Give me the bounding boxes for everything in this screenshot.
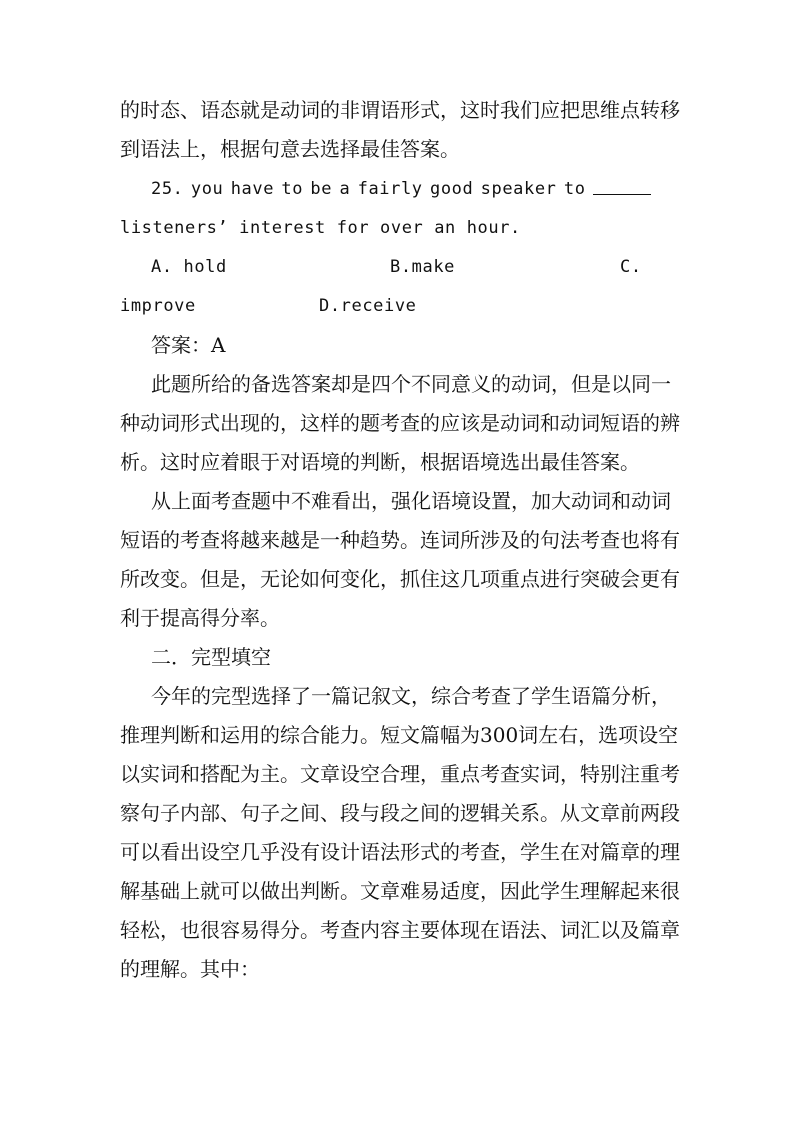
question-word: to bbox=[563, 179, 586, 199]
paragraph-line: 以实词和搭配为主。文章设空合理，重点考查实词，特别注重考 bbox=[120, 762, 680, 786]
paragraph-line: 的理解。其中： bbox=[120, 957, 260, 981]
question-word: have bbox=[230, 179, 275, 199]
question-word: a bbox=[339, 179, 351, 199]
paragraph-line: 所改变。但是，无论如何变化，抓住这几项重点进行突破会更有 bbox=[120, 567, 680, 591]
option-c-text: improve bbox=[120, 296, 196, 316]
question-word: be bbox=[310, 179, 333, 199]
paragraph-line: 的时态、语态就是动词的非谓语形式，这时我们应把思维点转移 bbox=[120, 98, 680, 122]
question-line-2: listeners’ interest for over an hour. bbox=[120, 218, 521, 238]
answer-blank bbox=[593, 176, 651, 195]
paragraph-line: 短语的考查将越来越是一种趋势。连词所涉及的句法考查也将有 bbox=[120, 528, 680, 552]
question-word: speaker bbox=[480, 179, 557, 199]
paragraph-line: 轻松，也很容易得分。考查内容主要体现在语法、词汇以及篇章 bbox=[120, 918, 680, 942]
paragraph-line: 推理判断和运用的综合能力。短文篇幅为300词左右，选项设空 bbox=[120, 723, 679, 747]
option-b: B.make bbox=[390, 257, 456, 277]
question-line-1 bbox=[151, 176, 651, 202]
paragraph-line: 种动词形式出现的，这样的题考查的应该是动词和动词短语的辨 bbox=[120, 411, 680, 435]
paragraph-line: 解基础上就可以做出判断。文章难易适度，因此学生理解起来很 bbox=[120, 879, 680, 903]
paragraph-line: 到语法上，根据句意去选择最佳答案。 bbox=[120, 137, 460, 161]
paragraph-line: 从上面考查题中不难看出，强化语境设置，加大动词和动词 bbox=[151, 489, 671, 513]
paragraph-line: 今年的完型选择了一篇记叙文，综合考查了学生语篇分析， bbox=[151, 684, 671, 708]
question-word: good bbox=[429, 179, 474, 199]
option-d: D.receive bbox=[319, 296, 417, 316]
question-word: fairly bbox=[357, 179, 423, 199]
paragraph-line: 此题所给的备选答案却是四个不同意义的动词，但是以同一 bbox=[151, 372, 671, 396]
question-number: 25. bbox=[151, 179, 184, 199]
question-word: to bbox=[281, 179, 304, 199]
paragraph-line: 利于提高得分率。 bbox=[120, 606, 280, 630]
paragraph-line: 察句子内部、句子之间、段与段之间的逻辑关系。从文章前两段 bbox=[120, 801, 680, 825]
paragraph-line: 析。这时应着眼于对语境的判断，根据语境选出最佳答案。 bbox=[120, 450, 640, 474]
paragraph-line: 可以看出设空几乎没有设计语法形式的考查，学生在对篇章的理 bbox=[120, 840, 680, 864]
answer-line: 答案：A bbox=[151, 333, 226, 357]
option-a: A. hold bbox=[151, 257, 227, 277]
section-heading: 二．完型填空 bbox=[151, 645, 271, 669]
question-word: you bbox=[190, 179, 224, 199]
option-c-label: C. bbox=[620, 257, 642, 277]
